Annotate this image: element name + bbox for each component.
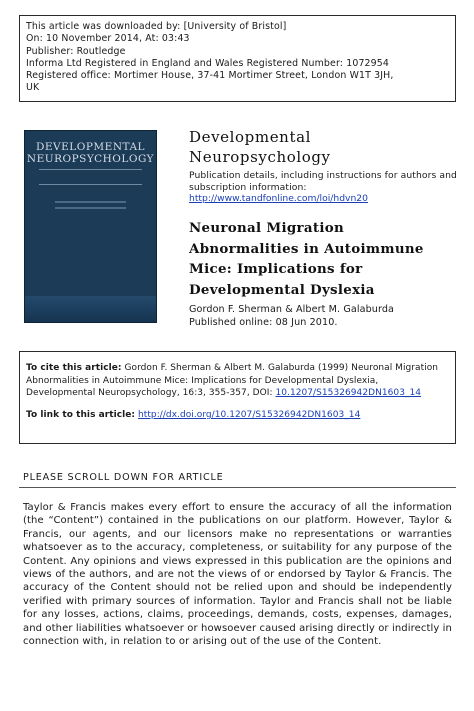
- cite-label: To cite this article:: [26, 363, 122, 373]
- journal-cover-image: [24, 130, 157, 323]
- cover-title-line: NEUROPSYCHOLOGY: [26, 153, 155, 165]
- journal-title-line: Neuropsychology: [189, 148, 331, 166]
- cover-bottom-band: [25, 296, 156, 322]
- article-url-link[interactable]: http://dx.doi.org/10.1207/S15326942DN1603_14: [138, 409, 361, 420]
- journal-link[interactable]: http://www.tandfonline.com/loi/hdvn20: [189, 193, 368, 205]
- doi-link[interactable]: 10.1207/S15326942DN1603_14: [275, 388, 422, 399]
- cover-subtitle-band: [39, 169, 142, 185]
- link-label: To link to this article:: [26, 409, 136, 420]
- article-title-line: Developmental Dyslexia: [189, 281, 375, 298]
- article-title-line: Mice: Implications for: [189, 261, 363, 277]
- article-title: [189, 218, 461, 300]
- article-authors: Gordon F. Sherman & Albert M. Galaburda: [189, 304, 395, 315]
- article-title-line: Abnormalities in Autoimmune: [189, 240, 424, 257]
- link-row: [26, 409, 449, 422]
- journal-details: Publication details, including instructions for authors and subscription information:: [189, 170, 457, 193]
- divider: [19, 487, 456, 488]
- registered-office: Registered office: Mortimer House, 37-41 Mortimer Street, London W1T 3JH,: [26, 70, 394, 82]
- registered-office-country: UK: [26, 82, 40, 94]
- registration: Informa Ltd Registered in England and Wales Registered Number: 1072954: [26, 57, 390, 69]
- publisher: Publisher: Routledge: [26, 45, 126, 57]
- published-date: Published online: 08 Jun 2010.: [189, 317, 338, 328]
- scroll-notice: PLEASE SCROLL DOWN FOR ARTICLE: [23, 472, 224, 483]
- cover-decoration: [55, 207, 126, 209]
- article-meta: [189, 303, 461, 329]
- journal-title-line: Developmental: [189, 128, 312, 146]
- journal-title: [189, 127, 459, 167]
- cite-paragraph: [26, 362, 449, 400]
- cite-text: Gordon F. Sherman & Albert M. Galaburda (1999) Neuronal Migration Abnormalities in Autoimmune Mice: Implications for Developmental Dyslexia, Developmental Neuropsychology, 16:3, 355-357, DOI:: [26, 363, 439, 399]
- download-info-box: [19, 15, 456, 102]
- cover-title-line: DEVELOPMENTAL: [35, 141, 146, 153]
- journal-info: [189, 127, 459, 205]
- download-line: This article was downloaded by: [University of Bristol]: [26, 21, 287, 32]
- download-date: On: 10 November 2014, At: 03:43: [26, 33, 190, 45]
- cover-title: [25, 141, 156, 165]
- citation-box: [19, 351, 456, 444]
- article-title-line: Neuronal Migration: [189, 220, 344, 236]
- cover-decoration: [55, 201, 126, 203]
- disclaimer-text: Taylor & Francis makes every effort to ensure the accuracy of all the information (the “Content”) contained in the publications on our platform. However, Taylor & Francis, our agents, and our licensors make no representations or warranties whatsoever as to the accuracy, completeness, or suitability for any purpose of the Content. Any opinions and views expressed in this publication are the opinions and views of the authors, and are not the views of or endorsed by Taylor & Francis. The accuracy of the Content should not be relied upon and should be independently verified with primary sources of information. Taylor and Francis shall not be liable for any losses, actions, claims, proceedings, demands, costs, expenses, damages, and other liabilities whatsoever or howsoever caused arising directly or indirectly in connection with, in relation to or arising out of the use of the Content.: [23, 502, 452, 648]
